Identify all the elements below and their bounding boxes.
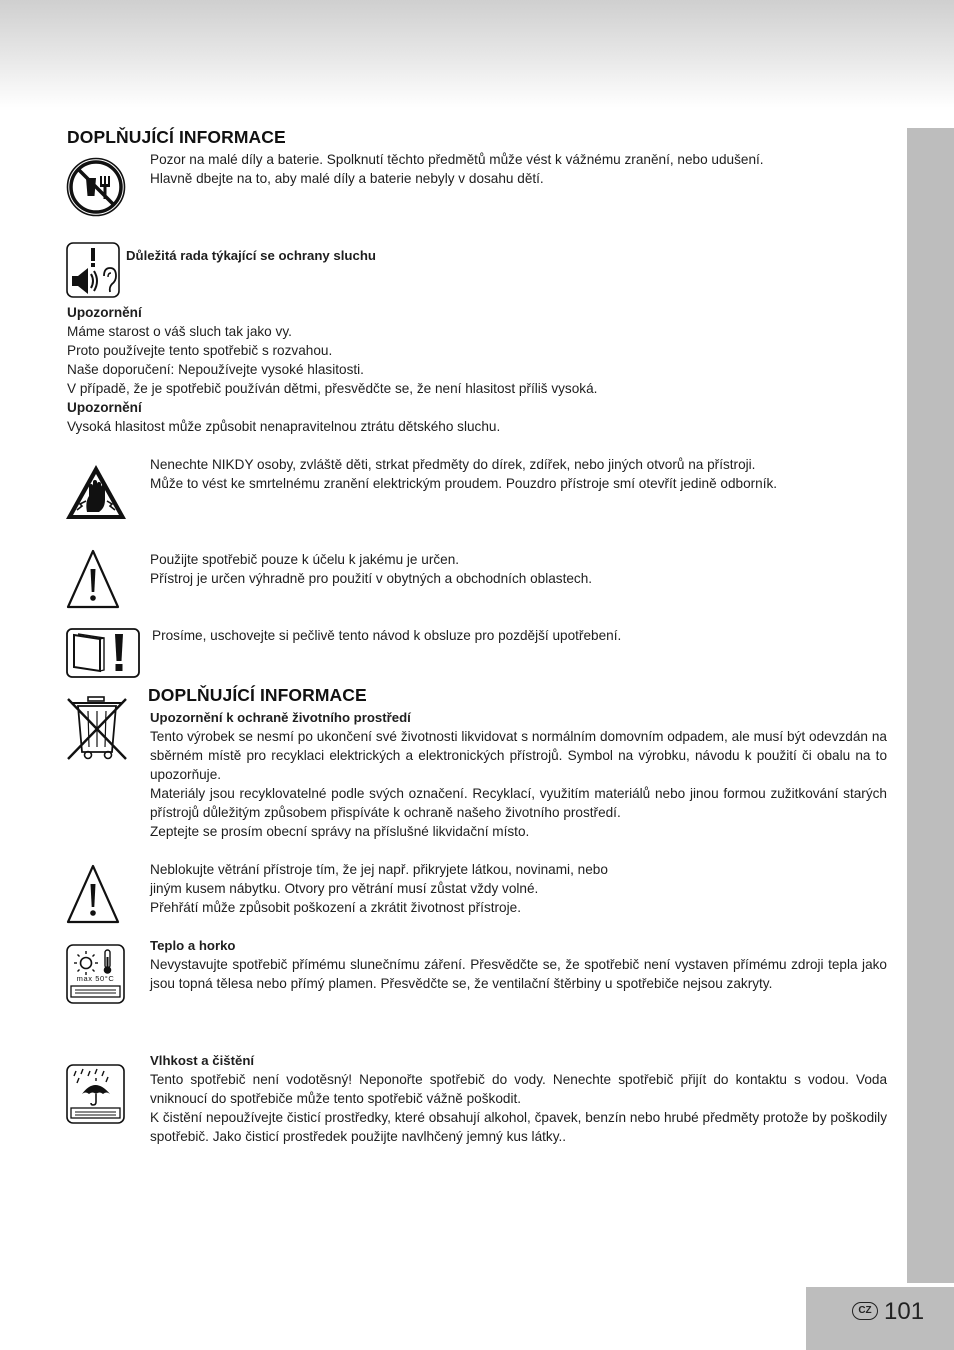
manual-book-icon: [66, 628, 140, 678]
warning-label: Upozornění: [67, 305, 142, 320]
heat-icon-label: max 50°C: [76, 974, 115, 983]
hearing-title-text: Důležitá rada týkající se ochrany sluchu: [126, 248, 376, 263]
warning-line: Naše doporučení: Nepoužívejte vysoké hlasitosti.: [67, 362, 364, 377]
hearing-warnings: [67, 303, 597, 436]
ventilation-line: Neblokujte větrání přístroje tím, že jej např. přikryjete látkou, novinami, nebo: [150, 862, 608, 877]
section-heading: DOPLŇUJÍCÍ INFORMACE: [148, 685, 367, 705]
moisture-text: [150, 1051, 887, 1146]
moisture-paragraph: Tento spotřebič není vodotěsný! Neponořte spotřebič do vody. Nenechte spotřebič přijít do kontaktu s vodou. Voda vniknoucí do spotřebiče může tento spotřebič vážně poškodit.: [150, 1072, 887, 1106]
usage-text: [150, 550, 592, 588]
ventilation-line: jiným kusem nábytku. Otvory pro větrání musí zůstat vždy volné.: [150, 881, 539, 896]
ventilation-line: Přehřátí může způsobit poškození a zkrátit životnost přístroje.: [150, 900, 521, 915]
environment-text: [150, 708, 887, 841]
electric-line: Nenechte NIKDY osoby, zvláště děti, strkat předměty do dírek, zdířek, nebo jiných otvorů na přístroji.: [150, 457, 756, 472]
section-heading: DOPLŇUJÍCÍ INFORMACE: [67, 127, 286, 147]
usage-line: Použijte spotřebič pouze k účelu k jakému je určen.: [150, 552, 460, 567]
heat-text: [150, 936, 887, 993]
top-gradient-band: [0, 0, 954, 108]
environment-title: Upozornění k ochraně životního prostředí: [150, 710, 411, 725]
usage-line: Přístroj je určen výhradně pro použití v obytných a obchodních oblastech.: [150, 571, 593, 586]
crossed-bin-icon: [66, 695, 128, 761]
heat-paragraph: Nevystavujte spotřebič přímému slunečnímu záření. Přesvědčte se, že spotřebič není vystaven přímému zdroji tepla jako jsou topná tělesa nebo přímý plamen. Přesvědčte se, že ventilační štěrbiny u spotřebiče nejsou zakryty.: [150, 957, 887, 991]
warning-line: Proto používejte tento spotřebič s rozvahou.: [67, 343, 333, 358]
page-number-box: [806, 1287, 954, 1350]
warning-triangle-icon: [66, 864, 120, 924]
warning-line: Vysoká hlasitost může způsobit nenapravitelnou ztrátu dětského sluchu.: [67, 419, 501, 434]
manual-text: [152, 626, 621, 645]
warning-line: V případě, že je spotřebič používán dětmi, přesvědčte se, že není hlasitost příliš vysoká.: [67, 381, 598, 396]
moisture-title: Vlhkost a čištění: [150, 1053, 255, 1068]
small-parts-text: [150, 150, 764, 188]
environment-paragraph: Materiály jsou recyklovatelné podle svých označení. Recyklací, využitím materiálů nebo jinou formou zužitkování starých přístrojů důležitým způsobem přispíváte k ochraně našeho životního prostředí.: [150, 786, 887, 820]
electric-shock-hand-icon: [65, 464, 127, 520]
page-number: 101: [884, 1298, 925, 1325]
warning-triangle-icon: [66, 549, 120, 609]
no-food-drink-icon: [66, 157, 126, 217]
small-parts-line: Pozor na malé díly a baterie. Spolknutí těchto předmětů může vést k vážnému zranění, nebo udušení.: [150, 152, 764, 167]
warning-label: Upozornění: [67, 400, 142, 415]
electric-text: [150, 455, 777, 493]
heat-title: Teplo a horko: [150, 938, 236, 953]
environment-paragraph: Zeptejte se prosím obecní správy na příslušné likvidační místo.: [150, 824, 530, 839]
ventilation-text: [150, 860, 608, 917]
environment-paragraph: Tento výrobek se nesmí po ukončení své životnosti likvidovat s normálním domovním odpadem, ale musí být odevzdán na sběrném místě pro recyklaci elektrických a elektronických přístrojů. Symbol na výrobku, návodu k použití či obalu na to upozorňuje.: [150, 729, 887, 782]
electric-line: Může to vést ke smrtelnému zranění elektrickým proudem. Pouzdro přístroje smí otevřít jedině odborník.: [150, 476, 778, 491]
warning-line: Máme starost o váš sluch tak jako vy.: [67, 324, 292, 339]
manual-line: Prosíme, uschovejte si pečlivě tento návod k obsluze pro pozdější upotřebení.: [152, 628, 622, 643]
hearing-warning-icon: [66, 242, 120, 298]
hearing-title: [126, 246, 376, 265]
small-parts-line: Hlavně dbejte na to, aby malé díly a baterie nebyly v dosahu dětí.: [150, 171, 544, 186]
language-badge: CZ: [852, 1302, 878, 1320]
moisture-paragraph: K čistění nepoužívejte čisticí prostředky, které obsahují alkohol, čpavek, benzín nebo hrubé předměty protože by poškodily spotřebič. Jako čisticí prostředek použijte navlhčený jemný kus látky..: [150, 1110, 887, 1144]
sun-thermometer-icon: [66, 944, 125, 1004]
rain-umbrella-icon: [66, 1064, 125, 1124]
side-tab: [907, 128, 954, 1283]
